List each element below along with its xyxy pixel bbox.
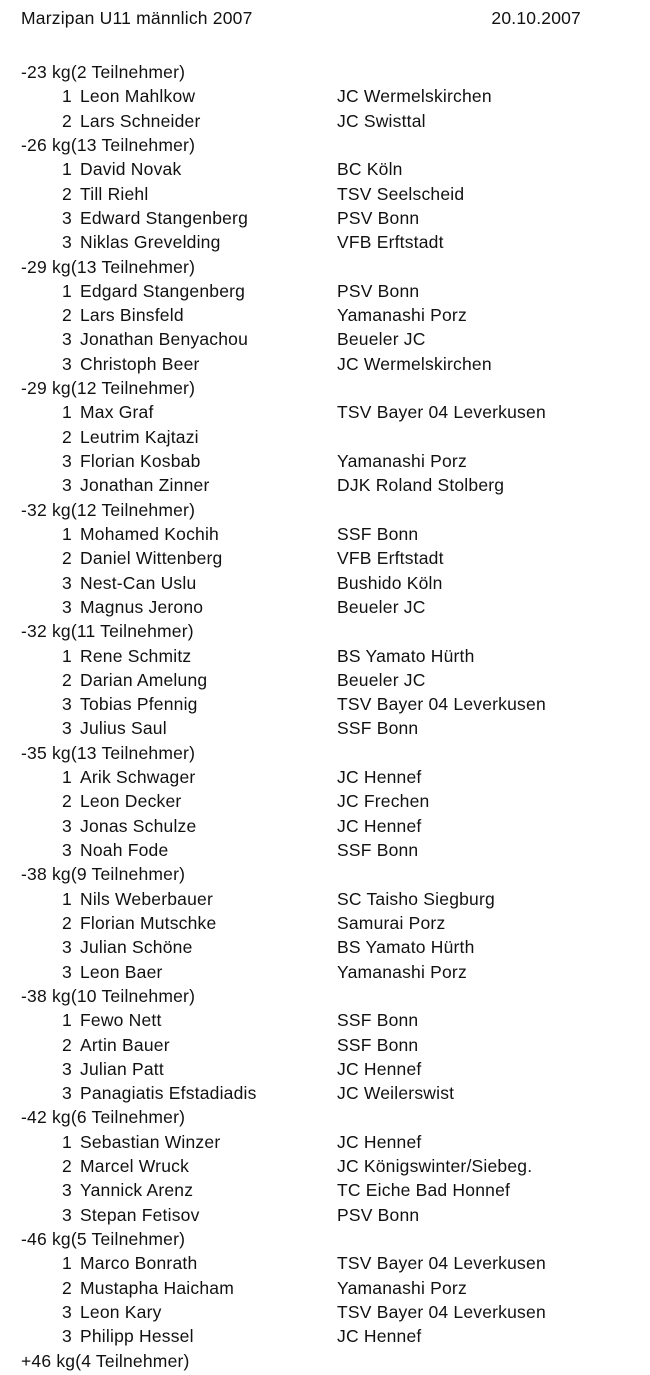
club-name: TSV Bayer 04 Leverkusen	[337, 402, 546, 423]
placement: 3	[62, 718, 72, 739]
athlete-name: David Novak	[80, 159, 182, 180]
result-row	[0, 765, 650, 789]
placement: 3	[62, 329, 72, 350]
athlete-name: Daniel Wittenberg	[80, 548, 223, 569]
placement: 3	[62, 937, 72, 958]
placement: 3	[62, 232, 72, 253]
athlete-name: Leon Kary	[80, 1301, 162, 1322]
placement: 3	[62, 1326, 72, 1347]
result-row	[0, 1276, 650, 1300]
club-name: SC Taisho Siegburg	[337, 888, 495, 909]
club-name: SSF Bonn	[337, 1034, 419, 1055]
athlete-name: Julius Saul	[80, 718, 167, 739]
placement: 1	[62, 645, 72, 666]
athlete-name: Lars Binsfeld	[80, 305, 184, 326]
club-name: TSV Bayer 04 Leverkusen	[337, 694, 546, 715]
club-name: SSF Bonn	[337, 1010, 419, 1031]
weight-class-heading: -38 kg(10 Teilnehmer)	[21, 985, 196, 1006]
result-row	[0, 571, 650, 595]
placement: 3	[62, 1204, 72, 1225]
club-name: TSV Seelscheid	[337, 183, 465, 204]
placement: 2	[62, 426, 72, 447]
result-row	[0, 911, 650, 935]
results-list	[0, 60, 650, 1373]
athlete-name: Julian Schöne	[80, 937, 193, 958]
placement: 1	[62, 767, 72, 788]
result-row	[0, 473, 650, 497]
athlete-name: Tobias Pfennig	[80, 694, 198, 715]
result-row	[0, 1203, 650, 1227]
weight-class-heading: -38 kg(9 Teilnehmer)	[21, 864, 186, 885]
result-row	[0, 109, 650, 133]
athlete-name: Yannick Arenz	[80, 1180, 194, 1201]
club-name: JC Hennef	[337, 1058, 422, 1079]
placement: 3	[62, 475, 72, 496]
club-name: DJK Roland Stolberg	[337, 475, 505, 496]
club-name: Beueler JC	[337, 596, 426, 617]
weight-class-heading: -42 kg(6 Teilnehmer)	[21, 1107, 186, 1128]
athlete-name: Nest-Can Uslu	[80, 572, 197, 593]
club-name: Yamanashi Porz	[337, 961, 467, 982]
placement: 1	[62, 86, 72, 107]
result-row	[0, 1057, 650, 1081]
placement: 1	[62, 280, 72, 301]
result-row	[0, 1178, 650, 1202]
result-row	[0, 789, 650, 813]
placement: 3	[62, 694, 72, 715]
result-row	[0, 1251, 650, 1275]
weight-class-heading: -26 kg(13 Teilnehmer)	[21, 134, 196, 155]
athlete-name: Florian Kosbab	[80, 451, 201, 471]
placement: 2	[62, 110, 72, 131]
placement: 2	[62, 791, 72, 812]
placement: 1	[62, 402, 72, 423]
athlete-name: Niklas Grevelding	[80, 232, 221, 253]
result-row	[0, 400, 650, 424]
athlete-name: Leon Mahlkow	[80, 86, 196, 107]
club-name: BS Yamato Hürth	[337, 937, 475, 958]
athlete-name: Artin Bauer	[80, 1034, 170, 1055]
result-row	[0, 668, 650, 692]
placement: 1	[62, 888, 72, 909]
club-name: Bushido Köln	[337, 572, 443, 593]
club-name: JC Hennef	[337, 767, 422, 788]
result-row	[0, 279, 650, 303]
placement: 2	[62, 183, 72, 204]
athlete-name: Stepan Fetisov	[80, 1204, 200, 1225]
athlete-name: Leutrim Kajtazi	[80, 426, 199, 447]
result-row	[0, 182, 650, 206]
club-name: SSF Bonn	[337, 523, 419, 544]
weight-class-heading: -32 kg(12 Teilnehmer)	[21, 499, 196, 520]
club-name: JC Wermelskirchen	[337, 86, 492, 107]
club-name: JC Swisttal	[337, 110, 426, 131]
result-row	[0, 425, 650, 449]
athlete-name: Christoph Beer	[80, 353, 200, 374]
result-row	[0, 814, 650, 838]
athlete-name: Edward Stangenberg	[80, 207, 249, 228]
result-row	[0, 546, 650, 570]
placement: 1	[62, 523, 72, 544]
result-row	[0, 1081, 650, 1105]
result-row	[0, 522, 650, 546]
athlete-name: Marcel Wruck	[80, 1156, 190, 1177]
club-name: JC Hennef	[337, 1326, 422, 1347]
placement: 2	[62, 1156, 72, 1177]
club-name: PSV Bonn	[337, 1204, 420, 1225]
club-name: JC Frechen	[337, 791, 430, 812]
weight-class-heading: -29 kg(13 Teilnehmer)	[21, 256, 196, 277]
placement: 3	[62, 1180, 72, 1201]
result-row	[0, 1008, 650, 1032]
athlete-name: Jonathan Zinner	[80, 475, 210, 496]
document-header	[21, 8, 581, 34]
document-title: Marzipan U11 männlich 2007	[21, 8, 253, 28]
result-row	[0, 327, 650, 351]
club-name: Beueler JC	[337, 329, 426, 350]
placement: 3	[62, 353, 72, 374]
athlete-name: Mustapha Haicham	[80, 1277, 234, 1298]
result-row	[0, 935, 650, 959]
club-name: Samurai Porz	[337, 912, 446, 933]
club-name: SSF Bonn	[337, 718, 419, 739]
athlete-name: Leon Decker	[80, 791, 182, 812]
club-name: VFB Erftstadt	[337, 232, 444, 253]
athlete-name: Magnus Jerono	[80, 596, 204, 617]
athlete-name: Leon Baer	[80, 961, 163, 982]
athlete-name: Darian Amelung	[80, 669, 208, 690]
athlete-name: Panagiatis Efstadiadis	[80, 1083, 257, 1104]
athlete-name: Jonas Schulze	[80, 815, 197, 836]
result-row	[0, 303, 650, 327]
result-row	[0, 157, 650, 181]
athlete-name: Nils Weberbauer	[80, 888, 214, 909]
club-name: VFB Erftstadt	[337, 548, 444, 569]
weight-class-heading: -46 kg(5 Teilnehmer)	[21, 1229, 186, 1249]
placement: 2	[62, 548, 72, 569]
result-row	[0, 692, 650, 716]
placement: 1	[62, 1253, 72, 1274]
athlete-name: Florian Mutschke	[80, 912, 217, 933]
weight-class-heading: -29 kg(12 Teilnehmer)	[21, 378, 196, 399]
club-name: JC Hennef	[337, 1131, 422, 1152]
result-row	[0, 1130, 650, 1154]
club-name: JC Königswinter/Siebeg.	[337, 1156, 533, 1177]
club-name: TC Eiche Bad Honnef	[337, 1180, 511, 1201]
placement: 3	[62, 1058, 72, 1079]
placement: 1	[62, 1010, 72, 1031]
result-row	[0, 449, 650, 473]
athlete-name: Arik Schwager	[80, 767, 196, 788]
placement: 2	[62, 1277, 72, 1298]
club-name: SSF Bonn	[337, 840, 419, 860]
result-row	[0, 230, 650, 254]
athlete-name: Sebastian Winzer	[80, 1131, 221, 1152]
weight-class-heading: +46 kg(4 Teilnehmer)	[21, 1350, 190, 1371]
club-name: Yamanashi Porz	[337, 305, 467, 326]
athlete-name: Mohamed Kochih	[80, 523, 219, 544]
athlete-name: Marco Bonrath	[80, 1253, 198, 1274]
result-row	[0, 1033, 650, 1057]
club-name: PSV Bonn	[337, 207, 420, 228]
weight-class-heading: -23 kg(2 Teilnehmer)	[21, 62, 186, 82]
placement: 1	[62, 1131, 72, 1152]
athlete-name: Rene Schmitz	[80, 645, 192, 666]
placement: 2	[62, 1034, 72, 1055]
result-row	[0, 716, 650, 740]
club-name: JC Weilerswist	[337, 1083, 455, 1104]
athlete-name: Noah Fode	[80, 840, 169, 860]
athlete-name: Fewo Nett	[80, 1010, 162, 1031]
result-row	[0, 644, 650, 668]
placement: 3	[62, 451, 72, 471]
weight-class-heading: -35 kg(13 Teilnehmer)	[21, 742, 196, 763]
placement: 3	[62, 1301, 72, 1322]
club-name: PSV Bonn	[337, 280, 420, 301]
placement: 2	[62, 305, 72, 326]
result-row	[0, 838, 650, 862]
placement: 3	[62, 961, 72, 982]
result-row	[0, 1154, 650, 1178]
club-name: BC Köln	[337, 159, 403, 180]
placement: 3	[62, 596, 72, 617]
athlete-name: Philipp Hessel	[80, 1326, 194, 1347]
result-row	[0, 206, 650, 230]
placement: 2	[62, 912, 72, 933]
athlete-name: Till Riehl	[80, 183, 149, 204]
placement: 3	[62, 572, 72, 593]
result-row	[0, 887, 650, 911]
athlete-name: Max Graf	[80, 402, 154, 423]
club-name: JC Wermelskirchen	[337, 353, 492, 374]
club-name: Yamanashi Porz	[337, 1277, 467, 1298]
athlete-name: Lars Schneider	[80, 110, 201, 131]
placement: 2	[62, 669, 72, 690]
placement: 3	[62, 207, 72, 228]
athlete-name: Edgard Stangenberg	[80, 280, 246, 301]
result-row	[0, 1300, 650, 1324]
document-date: 20.10.2007	[491, 8, 581, 28]
club-name: TSV Bayer 04 Leverkusen	[337, 1301, 546, 1322]
placement: 1	[62, 159, 72, 180]
club-name: Yamanashi Porz	[337, 451, 467, 471]
placement: 3	[62, 840, 72, 860]
club-name: Beueler JC	[337, 669, 426, 690]
result-row	[0, 1324, 650, 1348]
result-row	[0, 595, 650, 619]
result-row	[0, 84, 650, 108]
club-name: JC Hennef	[337, 815, 422, 836]
placement: 3	[62, 1083, 72, 1104]
result-row	[0, 960, 650, 984]
athlete-name: Julian Patt	[80, 1058, 164, 1079]
result-row	[0, 352, 650, 376]
placement: 3	[62, 815, 72, 836]
club-name: TSV Bayer 04 Leverkusen	[337, 1253, 546, 1274]
club-name: BS Yamato Hürth	[337, 645, 475, 666]
weight-class-heading: -32 kg(11 Teilnehmer)	[21, 621, 194, 642]
athlete-name: Jonathan Benyachou	[80, 329, 249, 350]
